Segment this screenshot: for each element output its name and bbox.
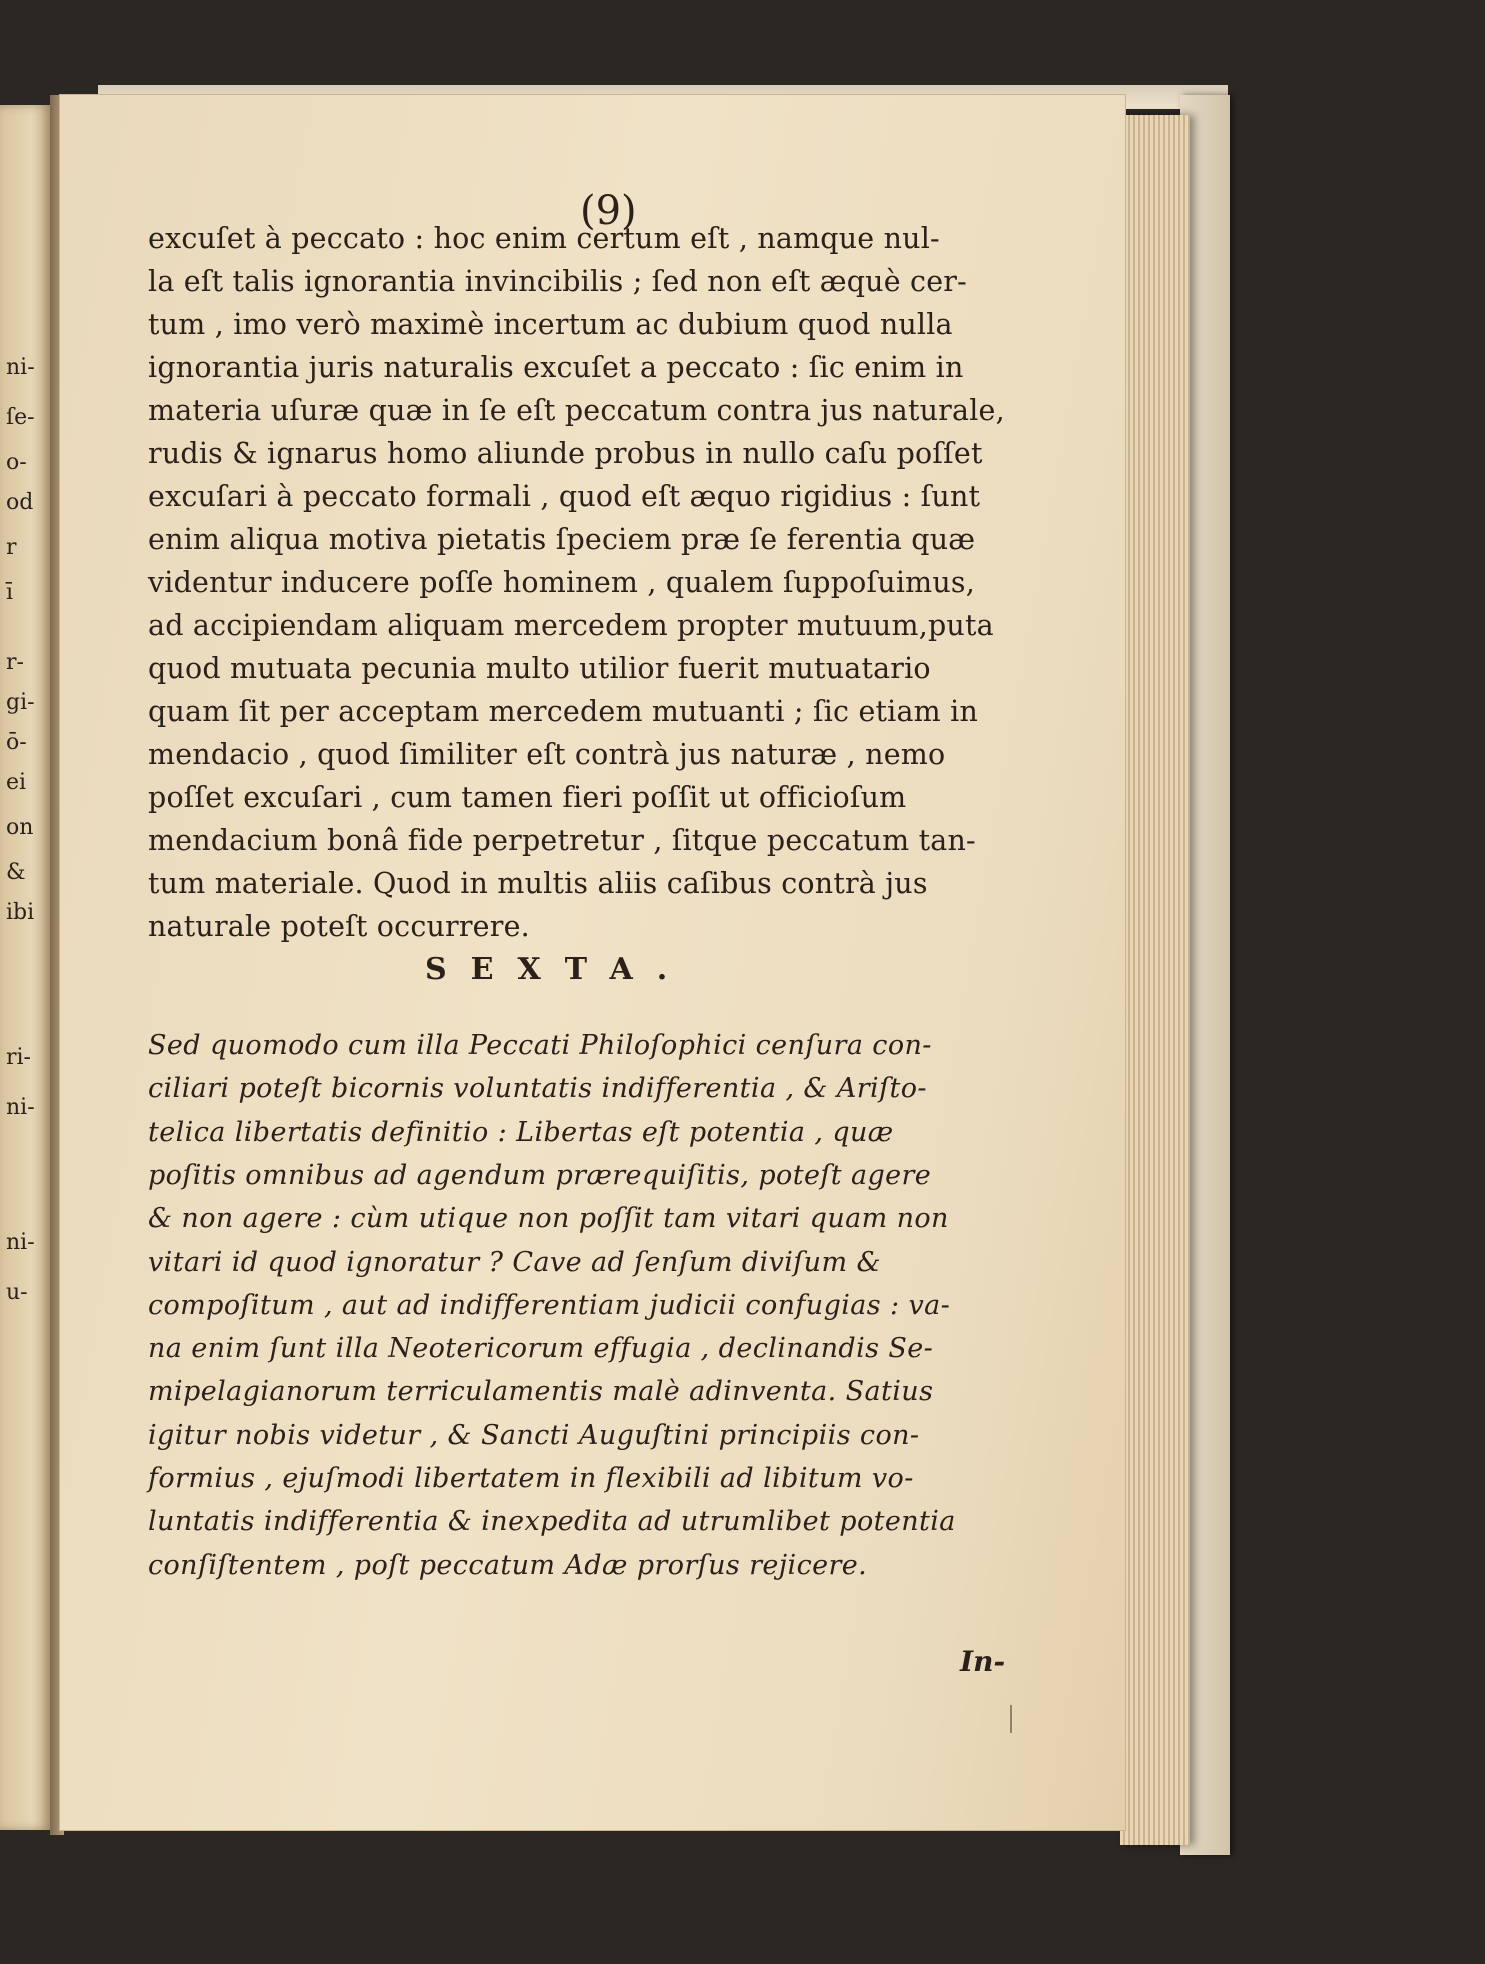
left-page-fragment: ſe-: [6, 405, 35, 430]
left-page-fragment: ibi: [6, 900, 35, 925]
left-page-fragment: od: [6, 490, 34, 515]
text-line: excuſet à peccato : hoc enim certum eſt , namque nul-: [148, 222, 940, 255]
left-page-fragment: ī: [6, 580, 14, 605]
left-page-fragment: ni-: [6, 355, 35, 380]
left-page-fragment: u-: [6, 1280, 28, 1305]
left-page-fragment: on: [6, 815, 34, 840]
left-page-fragment: gi-: [6, 690, 35, 715]
text-line: rudis & ignarus homo aliunde probus in nullo caſu poſſet: [148, 437, 983, 470]
left-page-fragment: ei: [6, 770, 27, 795]
left-page-fragment: ō-: [6, 730, 27, 755]
text-line: tum , imo verò maximè incertum ac dubium quod nulla: [148, 308, 953, 341]
text-line: naturale poteſt occurrere.: [148, 910, 530, 943]
text-line: ad accipiendam aliquam mercedem propter mutuum,puta: [148, 609, 994, 642]
left-page-fragment: ri-: [6, 1045, 31, 1070]
section-heading: SEXTA.: [425, 952, 692, 987]
text-line: mipelagianorum terriculamentis malè adinventa. Satius: [148, 1376, 934, 1408]
text-line: formius , ejuſmodi libertatem in flexibili ad libitum vo-: [148, 1463, 914, 1494]
catchword: In-: [960, 1645, 1006, 1678]
text-line: excuſari à peccato formali , quod eſt æquo rigidius : ſunt: [148, 480, 981, 513]
text-line: poſſet excuſari , cum tamen fieri poſſit ut officioſum: [148, 781, 907, 814]
text-line: mendacium bonâ fide perpetretur , ſitque peccatum tan-: [148, 824, 976, 857]
text-line: ignorantia juris naturalis excuſet a peccato : ſic enim in: [148, 351, 964, 384]
text-line: telica libertatis definitio : Libertas eſt potentia , quæ: [148, 1116, 894, 1148]
text-line: Sed quomodo cum illa Peccati Philoſophici cenſura con-: [148, 1030, 932, 1061]
text-line: materia uſuræ quæ in ſe eſt peccatum contra jus naturale,: [148, 394, 1005, 427]
page-number: (9): [580, 188, 637, 234]
page-edges: [1120, 115, 1190, 1845]
text-line: videntur inducere poſſe hominem , qualem ſuppoſuimus,: [148, 566, 976, 599]
text-line: luntatis indifferentia & inexpedita ad utrumlibet potentia: [148, 1506, 956, 1538]
left-page-fragment: r-: [6, 650, 24, 675]
text-line: mendacio , quod ſimiliter eſt contrà jus naturæ , nemo: [148, 738, 946, 771]
left-page-fragment: ni-: [6, 1095, 35, 1120]
text-line: & non agere : cùm utique non poſſit tam vitari quam non: [148, 1203, 949, 1235]
text-line: na enim ſunt illa Neotericorum effugia , declinandis Se-: [148, 1333, 934, 1365]
text-line: ciliari poteſt bicornis voluntatis indifferentia , & Ariſto-: [148, 1073, 927, 1105]
text-line: compoſitum , aut ad indifferentiam judicii confugias : va-: [148, 1289, 951, 1321]
left-page-fragment: o-: [6, 450, 27, 475]
left-page-fragment: r: [6, 535, 17, 560]
left-page-fragment: ni-: [6, 1230, 35, 1255]
page-mark: [1010, 1705, 1012, 1733]
text-line: tum materiale. Quod in multis aliis caſibus contrà jus: [148, 867, 928, 900]
text-line: igitur nobis videtur , & Sancti Auguſtini principiis con-: [148, 1419, 920, 1451]
left-page-fragment: &: [6, 860, 26, 885]
text-line: la eſt talis ignorantia invincibilis ; ſed non eſt æquè cer-: [148, 265, 967, 298]
text-line: quam ſit per acceptam mercedem mutuanti ; ſic etiam in: [148, 695, 979, 728]
text-line: quod mutuata pecunia multo utilior fuerit mutuatario: [148, 652, 931, 685]
text-line: poſitis omnibus ad agendum prærequiſitis, poteſt agere: [148, 1159, 932, 1191]
text-line: vitari id quod ignoratur ? Cave ad ſenſum diviſum &: [148, 1246, 881, 1278]
text-line: conſiſtentem , poſt peccatum Adæ prorſus rejicere.: [148, 1549, 868, 1581]
text-line: enim aliqua motiva pietatis ſpeciem præ ſe ferentia quæ: [148, 523, 976, 556]
